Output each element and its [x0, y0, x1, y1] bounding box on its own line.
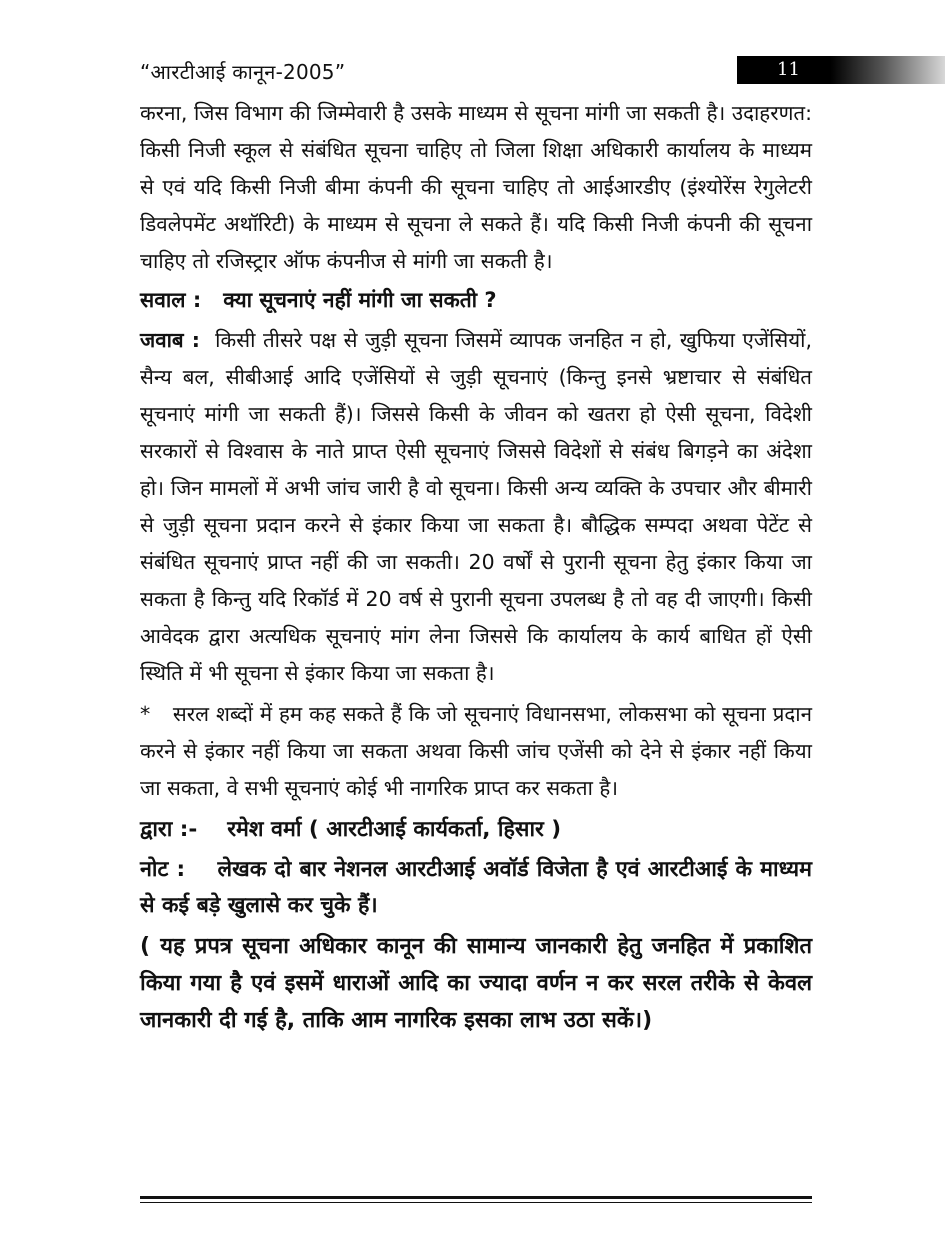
page-content [140, 95, 812, 1039]
note-paragraph [140, 852, 812, 924]
question-text: क्या सूचनाएं नहीं मांगी जा सकती ? [223, 288, 497, 312]
answer-paragraph [140, 322, 812, 692]
asterisk-marker: * [140, 702, 151, 726]
page-header [140, 56, 945, 86]
footer-rule-thin [140, 1202, 812, 1203]
header-title: “आरटीआई कानून-2005” [140, 60, 346, 84]
author-text: रमेश वर्मा ( आरटीआई कार्यकर्ता, हिसार ) [227, 817, 562, 842]
note-label: नोट : [140, 857, 186, 882]
note-block [140, 852, 812, 924]
summary-text: सरल शब्दों में हम कह सकते हैं कि जो सूचनाएं विधानसभा, लोकसभा को सूचना प्रदान करने से इंकार नहीं किया जा सकता अथवा किसी जांच एजेंसी को देने से इंकार नहीं किया जा सकता, वे सभी सूचनाएं कोई भी नागरिक प्राप्त कर सकता है। [140, 702, 812, 800]
question-label: सवाल : [140, 288, 202, 312]
author-line [140, 811, 812, 848]
author-label: द्वारा :- [140, 817, 198, 842]
note-text: लेखक दो बार नेशनल आरटीआई अवॉर्ड विजेता है एवं आरटीआई के माध्यम से कई बड़े खुलासे कर चुके हैं। [140, 857, 812, 918]
summary-paragraph [140, 696, 812, 807]
disclaimer-block [140, 928, 812, 1039]
intro-paragraph: करना, जिस विभाग की जिम्मेवारी है उसके माध्यम से सूचना मांगी जा सकती है। उदाहरणत: किसी निजी स्कूल से संबंधित सूचना चाहिए तो जिला शिक्षा अधिकारी कार्यालय के माध्यम से एवं यदि किसी निजी बीमा कंपनी की सूचना चाहिए तो आईआरडीए (इंश्योरेंस रेगुलेटरी डिवलेपमेंट अथॉरिटी) के माध्यम से सूचना ले सकते हैं। यदि किसी निजी कंपनी की सूचना चाहिए तो रजिस्ट्रार ऑफ कंपनीज से मांगी जा सकती है। [140, 101, 812, 273]
disclaimer-paragraph: ( यह प्रपत्र सूचना अधिकार कानून की सामान्य जानकारी हेतु जनहित में प्रकाशित किया गया है एवं इसमें धाराओं आदि का ज्यादा वर्णन न कर सरल तरीके से केवल जानकारी दी गई है, ताकि आम नागरिक इसका लाभ उठा सकें।) [140, 934, 812, 1033]
answer-text: किसी तीसरे पक्ष से जुड़ी सूचना जिसमें व्यापक जनहित न हो, खुफिया एजेंसियों, सैन्य बल, सीबीआई आदि एजेंसियों से जुड़ी सूचनाएं (किन्तु इनसे भ्रष्टाचार से संबंधित सूचनाएं मांगी जा सकती हैं)। जिससे किसी के जीवन को खतरा हो ऐसी सूचना, विदेशी सरकारों से विश्वास के नाते प्राप्त ऐसी सूचनाएं जिससे विदेशों से संबंध बिगड़ने का अंदेशा हो। जिन मामलों में अभी जांच जारी है वो सूचना। किसी अन्य व्यक्ति के उपचार और बीमारी से जुड़ी सूचना प्रदान करने से इंकार किया जा सकता है। बौद्धिक सम्पदा अथवा पेटेंट से संबंधित सूचनाएं प्राप्त नहीं की जा सकती। 20 वर्षों से पुरानी सूचना हेतु इंकार किया जा सकता है किन्तु यदि रिकॉर्ड में 20 वर्ष से पुरानी सूचना उपलब्ध है तो वह दी जाएगी। किसी आवेदक द्वारा अत्यधिक सूचनाएं मांग लेना जिससे कि कार्यालय के कार्य बाधित हों ऐसी स्थिति में भी सूचना से इंकार किया जा सकता है। [140, 328, 812, 685]
page-number: 11 [777, 59, 800, 80]
footer-rule-thick [140, 1196, 812, 1199]
page-number-bar [737, 56, 945, 84]
answer-label: जवाब : [140, 328, 201, 352]
question-heading [140, 282, 812, 319]
